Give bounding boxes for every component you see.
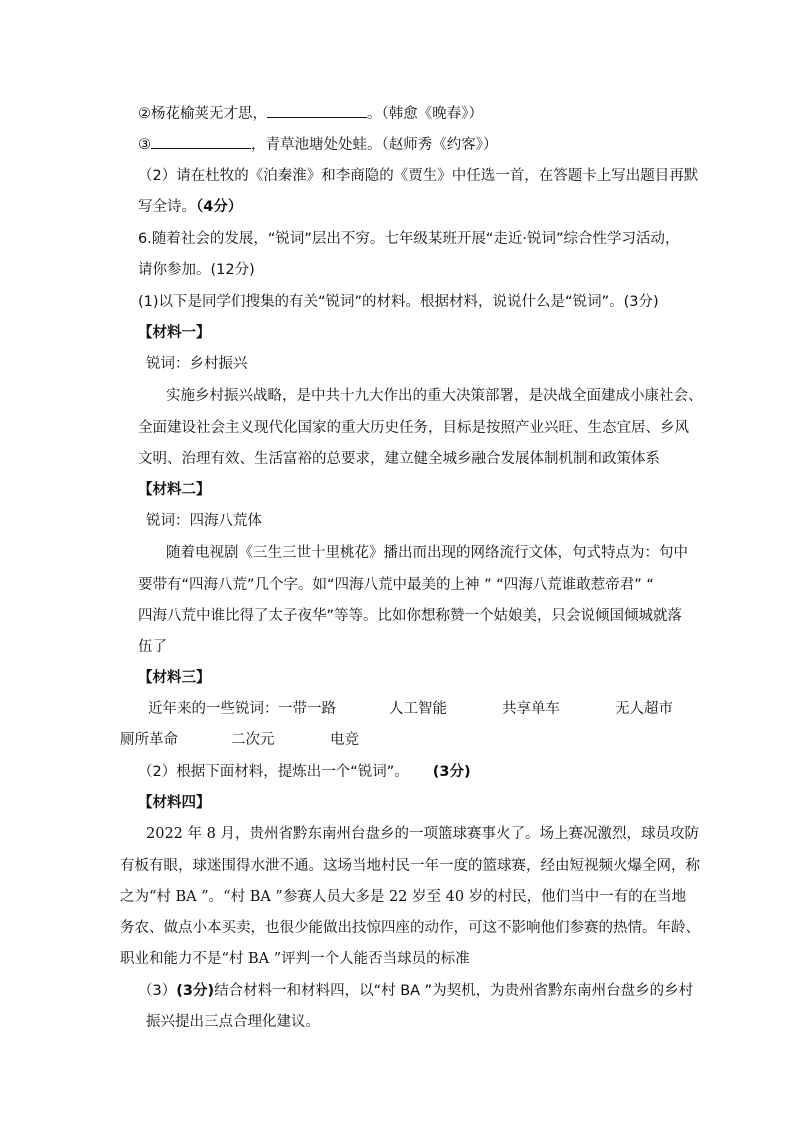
answer-blank xyxy=(267,103,367,118)
answer-blank xyxy=(151,134,251,149)
keyword-item: 电竞 xyxy=(330,732,359,748)
material-2-word: 锐词：四海八荒体 xyxy=(146,513,262,529)
material-4-line: 职业和能力不是“村 BA ”评判一个人能否当球员的标准 xyxy=(120,951,470,967)
material-3-heading: 【材料三】 xyxy=(138,670,211,686)
material-1-heading: 【材料一】 xyxy=(138,325,211,341)
poem-line-3-number: ③ xyxy=(138,137,151,153)
material-2-line: 随着电视剧《三生三世十里桃花》播出而出现的网络流行文体，句式特点为：句中 xyxy=(166,545,688,561)
poem-part2-line1: （2）请在杜牧的《泊秦淮》和李商隐的《贾生》中任选一首，在答题卡上写出题目再默 xyxy=(138,168,699,184)
q6-sub1: (1)以下是同学们搜集的有关“锐词”的材料。根据材料，说说什么是“锐词”。(3分) xyxy=(138,294,659,310)
q6-title-line2: 请你参加。(12分) xyxy=(138,262,255,278)
poem-line-3-text: ，青草池塘处处蛙。（赵师秀《约客》） xyxy=(251,137,498,153)
material-3-intro: 近年来的一些锐词： xyxy=(148,701,279,717)
poem-part2-score: （4分） xyxy=(196,199,243,215)
material-4-line: 务农、做点小本买卖，也很少能做出技惊四座的动作，可这不影响他们参赛的热情。年龄、 xyxy=(120,920,700,936)
material-2-line: 伍了 xyxy=(138,639,167,655)
q6-sub2-text: （2）根据下面材料，提炼出一个“锐词”。 xyxy=(138,764,409,780)
keyword-item: 共享单车 xyxy=(502,701,560,717)
q6-sub3-score: (3分) xyxy=(176,983,215,999)
material-1-line: 全面建设社会主义现代化国家的重大历史任务，目标是按照产业兴旺、生态宜居、乡风 xyxy=(138,420,689,436)
poem-line-2-source: 。（韩愈《晚春》） xyxy=(367,106,483,122)
q6-sub3 xyxy=(138,981,693,1001)
material-1-word: 锐词：乡村振兴 xyxy=(146,356,248,372)
keyword-item: 二次元 xyxy=(231,732,275,748)
material-4-line: 有板有眼，球迷围得水泄不通。这场当地村民一年一度的篮球赛，经由短视频火爆全网，称 xyxy=(120,858,700,874)
keyword-item: 无人超市 xyxy=(615,701,673,717)
poem-line-2 xyxy=(138,103,483,124)
material-1-line: 实施乡村振兴战略，是中共十九大作出的重大决策部署，是决战全面建成小康社会、 xyxy=(166,388,703,404)
keyword-item: 厕所革命 xyxy=(120,732,178,748)
material-4-line: 之为“村 BA ”。“村 BA ”参赛人员大多是 22 岁至 40 岁的村民，他们当中一有的在当地 xyxy=(120,889,687,905)
q6-sub2 xyxy=(138,762,471,782)
material-4-line: 2022 年 8 月，贵州省黔东南州台盘乡的一项篮球赛事火了。场上赛况激烈，球员攻防 xyxy=(146,826,699,842)
keyword-item: 人工智能 xyxy=(389,701,447,717)
q6-sub2-score: (3分) xyxy=(432,764,471,780)
material-2-line: 要带有“四海八荒”几个字。如“四海八荒中最美的上神 ” “四海八荒谁敢惹帝君” “ xyxy=(138,577,654,593)
q6-sub3-number: （3） xyxy=(138,983,177,999)
material-2-line: 四海八荒中谁比得了太子夜华”等等。比如你想称赞一个姑娘美，只会说倾国倾城就落 xyxy=(138,608,683,624)
material-1-line: 文明、治理有效、生活富裕的总要求，建立健全城乡融合发展体制机制和政策体系 xyxy=(138,451,660,467)
material-2-heading: 【材料二】 xyxy=(138,482,211,498)
q6-sub3-text: 结合材料一和材料四，以“村 BA ”为契机，为贵州省黔东南州台盘乡的乡村 xyxy=(214,983,694,999)
poem-part2-line2 xyxy=(138,197,242,217)
poem-part2-text: 写全诗。 xyxy=(138,199,196,215)
q6-sub3-line2: 振兴提出三点合理化建议。 xyxy=(146,1014,320,1030)
material-4-heading: 【材料四】 xyxy=(138,795,211,811)
poem-line-3 xyxy=(138,134,498,155)
keyword-item: 一带一路 xyxy=(278,701,336,717)
poem-line-2-text: ②杨花榆荚无才思， xyxy=(138,106,267,122)
q6-title-line1: 6.随着社会的发展，“锐词”层出不穷。七年级某班开展“走近·锐词”综合性学习活动， xyxy=(138,231,680,247)
